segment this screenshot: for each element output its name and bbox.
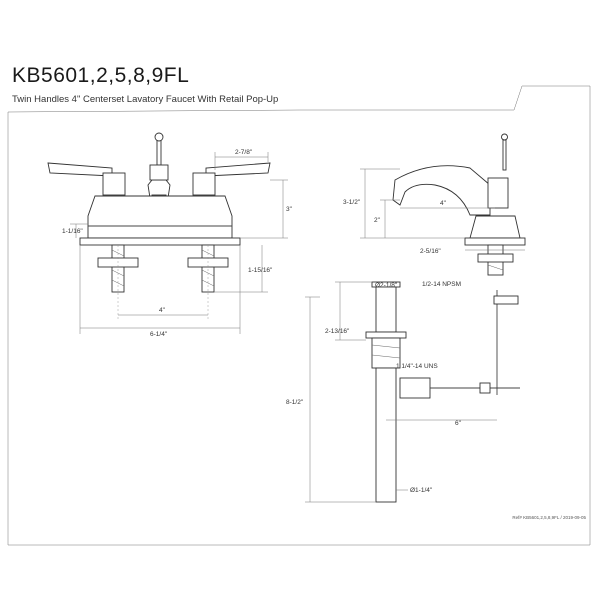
dim-overall-height: 8-1/2" xyxy=(286,399,304,406)
front-view xyxy=(48,133,288,334)
model-title: KB5601,2,5,8,9FL xyxy=(12,64,190,87)
left-shank xyxy=(98,245,138,292)
dim-tail-diameter: Ø1-1/4" xyxy=(410,487,433,494)
dim-spout-height: 3-1/2" xyxy=(343,199,361,206)
right-handle xyxy=(206,163,270,176)
dim-base-depth: 2-5/16" xyxy=(420,248,441,255)
dim-shank-length: 1-15/16" xyxy=(248,267,273,274)
dim-spout-clear: 2" xyxy=(374,217,380,224)
front-base xyxy=(88,196,232,238)
dim-nut-thread: 1/2-14 NPSM xyxy=(422,281,462,288)
dim-handle-span: 2-7/8" xyxy=(235,149,253,156)
dim-drain-flange: Ø2-1/8" xyxy=(375,282,398,289)
dim-rod-reach: 6" xyxy=(455,420,461,427)
revision-note: Ref# KB5601,2,5,8,9FL / 2019-09-05 xyxy=(512,515,586,520)
side-base xyxy=(470,216,520,238)
dim-spout-reach: 4" xyxy=(440,200,446,207)
dim-base-width: 6-1/4" xyxy=(150,331,168,338)
dim-drain-height: 2-13/16" xyxy=(325,328,350,335)
dim-base-height: 1-1/16" xyxy=(62,228,83,235)
dim-faucet-height: 3" xyxy=(286,206,292,213)
left-handle xyxy=(48,163,112,176)
model-description: Twin Handles 4" Centerset Lavatory Faucet With Retail Pop-Up xyxy=(12,94,279,105)
side-spout xyxy=(393,166,490,215)
dim-center-spacing: 4" xyxy=(159,307,165,314)
drain-assembly xyxy=(305,282,520,502)
right-shank xyxy=(188,245,228,292)
dim-drain-thread: 1 1/4"-14 UNS xyxy=(396,363,438,370)
